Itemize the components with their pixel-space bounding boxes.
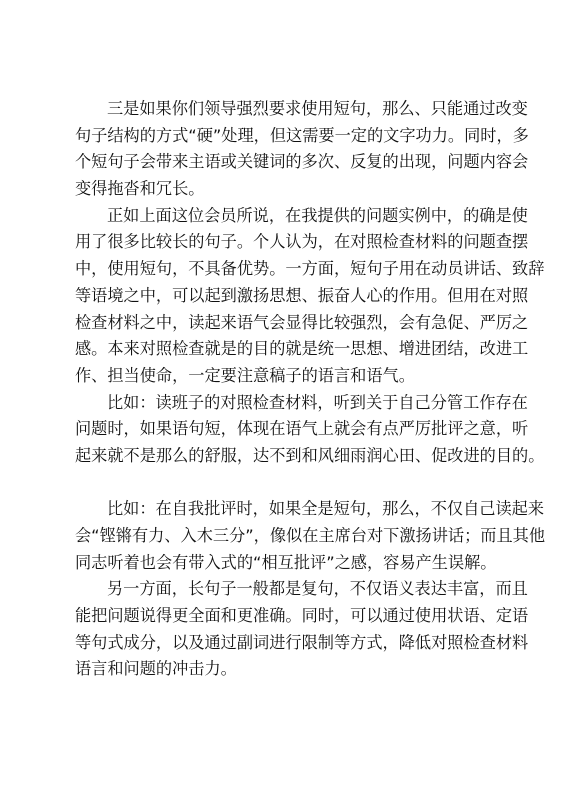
text-line: 比如：在自我批评时，如果全是短句，那么，不仅自己读起来 xyxy=(107,499,545,519)
text-line: 作、担当使命，一定要注意稿子的语言和语气。 xyxy=(75,365,415,385)
text-line: 变得拖沓和冗长。 xyxy=(75,179,205,199)
text-line: 起来就不是那么的舒服，达不到和风细雨润心田、促改进的目的。 xyxy=(75,445,545,465)
text-line: 同志听着也会有带入式的“相互批评”之感，容易产生误解。 xyxy=(75,552,497,572)
text-line: 三是如果你们领导强烈要求使用短句，那么、只能通过改变 xyxy=(107,99,528,118)
paragraph-5 xyxy=(75,576,529,683)
text-line: 等语境之中，可以起到激扬思想、振奋人心的作用。但用在对照 xyxy=(75,285,529,305)
text-line: 等句式成分，以及通过副词进行限制等方式，降低对照检查材料 xyxy=(75,632,529,652)
text-line: 语言和问题的冲击力。 xyxy=(75,659,237,679)
text-line: 感。本来对照检查就是的目的就是统一思想、增进团结，改进工 xyxy=(75,339,529,359)
text-line: 比如：读班子的对照检查材料，听到关于自己分管工作存在 xyxy=(107,392,528,412)
text-line: 用了很多比较长的句子。个人认为，在对照检查材料的问题查摆 xyxy=(75,232,529,252)
blank-line xyxy=(75,470,500,497)
text-line: 另一方面，长句子一般都是复句，不仅语义表达丰富，而且 xyxy=(107,579,528,599)
paragraph-4 xyxy=(75,496,546,576)
text-line: 会“铿锵有力、入木三分”，像似在主席台对下激扬讲话；而且其他 xyxy=(75,526,546,545)
text-line: 能把问题说得更全面和更准确。同时，可以通过使用状语、定语 xyxy=(75,606,529,626)
text-line: 句子结构的方式“硬”处理，但这需要一定的文字功力。同时，多 xyxy=(75,125,529,145)
text-line: 正如上面这位会员所说，在我提供的问题实例中，的确是使 xyxy=(107,205,528,225)
document-body xyxy=(75,96,546,683)
text-line: 中，使用短句，不具备优势。一方面，短句子用在动员讲话、致辞 xyxy=(75,259,545,279)
paragraph-3 xyxy=(75,390,545,470)
paragraph-1 xyxy=(75,96,529,203)
text-line: 问题时，如果语句短，体现在语气上就会有点严厉批评之意，听 xyxy=(75,419,529,439)
text-line: 检查材料之中，读起来语气会显得比较强烈，会有急促、严厉之 xyxy=(75,312,529,332)
paragraph-2 xyxy=(75,203,545,390)
text-line: 个短句子会带来主语或关键词的多次、反复的出现，问题内容会 xyxy=(75,152,529,172)
